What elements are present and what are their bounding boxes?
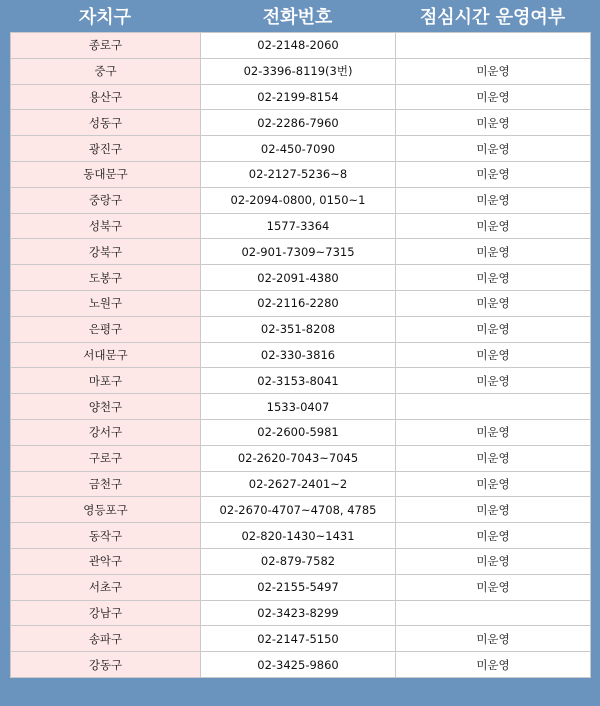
lunch-status-cell: 미운영 <box>396 497 591 523</box>
phone-cell: 02-3153-8041 <box>201 368 396 394</box>
district-cell: 송파구 <box>11 626 201 652</box>
table-row <box>11 574 591 600</box>
phone-cell: 02-2091-4380 <box>201 265 396 291</box>
table-row <box>11 239 591 265</box>
table-row <box>11 419 591 445</box>
table-row <box>11 548 591 574</box>
table-row <box>11 471 591 497</box>
district-cell: 서대문구 <box>11 342 201 368</box>
district-cell: 강동구 <box>11 652 201 678</box>
phone-cell: 02-450-7090 <box>201 136 396 162</box>
district-cell: 영등포구 <box>11 497 201 523</box>
phone-cell: 02-2127-5236~8 <box>201 161 396 187</box>
table-row <box>11 213 591 239</box>
district-cell: 강북구 <box>11 239 201 265</box>
lunch-status-cell: 미운영 <box>396 548 591 574</box>
lunch-status-cell: 미운영 <box>396 161 591 187</box>
table-row <box>11 33 591 59</box>
lunch-status-cell: 미운영 <box>396 316 591 342</box>
district-cell: 노원구 <box>11 290 201 316</box>
phone-cell: 02-2620-7043~7045 <box>201 445 396 471</box>
table-row <box>11 84 591 110</box>
phone-cell: 02-2600-5981 <box>201 419 396 445</box>
table-row <box>11 290 591 316</box>
table-row <box>11 265 591 291</box>
phone-cell: 02-330-3816 <box>201 342 396 368</box>
district-cell: 광진구 <box>11 136 201 162</box>
phone-cell: 02-2147-5150 <box>201 626 396 652</box>
lunch-status-cell: 미운영 <box>396 136 591 162</box>
table-row <box>11 600 591 626</box>
lunch-status-cell <box>396 33 591 59</box>
phone-cell: 02-3423-8299 <box>201 600 396 626</box>
district-cell: 동대문구 <box>11 161 201 187</box>
district-cell: 강서구 <box>11 419 201 445</box>
district-cell: 성동구 <box>11 110 201 136</box>
district-cell: 종로구 <box>11 33 201 59</box>
phone-cell: 02-3425-9860 <box>201 652 396 678</box>
table-row <box>11 316 591 342</box>
lunch-status-cell: 미운영 <box>396 471 591 497</box>
district-cell: 마포구 <box>11 368 201 394</box>
table-row <box>11 445 591 471</box>
lunch-status-cell: 미운영 <box>396 574 591 600</box>
phone-cell: 02-2670-4707~4708, 4785 <box>201 497 396 523</box>
lunch-status-cell: 미운영 <box>396 342 591 368</box>
table-row <box>11 497 591 523</box>
lunch-status-cell: 미운영 <box>396 265 591 291</box>
table-row <box>11 652 591 678</box>
district-cell: 금천구 <box>11 471 201 497</box>
phone-cell: 1577-3364 <box>201 213 396 239</box>
table-row <box>11 368 591 394</box>
table-row <box>11 110 591 136</box>
header-district: 자치구 <box>78 7 132 28</box>
header-lunch-status: 점심시간 운영여부 <box>419 7 566 28</box>
header-phone: 전화번호 <box>262 7 333 28</box>
phone-cell: 02-2199-8154 <box>201 84 396 110</box>
phone-cell: 02-879-7582 <box>201 548 396 574</box>
table-row <box>11 342 591 368</box>
phone-cell: 02-3396-8119(3번) <box>201 58 396 84</box>
phone-cell: 02-820-1430~1431 <box>201 523 396 549</box>
table-header <box>10 0 590 32</box>
lunch-status-cell: 미운영 <box>396 110 591 136</box>
lunch-status-cell: 미운영 <box>396 187 591 213</box>
table-row <box>11 136 591 162</box>
district-cell: 구로구 <box>11 445 201 471</box>
phone-cell: 1533-0407 <box>201 394 396 420</box>
district-cell: 용산구 <box>11 84 201 110</box>
lunch-status-cell: 미운영 <box>396 626 591 652</box>
district-cell: 은평구 <box>11 316 201 342</box>
district-cell: 중구 <box>11 58 201 84</box>
lunch-status-cell <box>396 600 591 626</box>
table-row <box>11 626 591 652</box>
lunch-status-cell: 미운영 <box>396 290 591 316</box>
table-row <box>11 187 591 213</box>
phone-cell: 02-2286-7960 <box>201 110 396 136</box>
district-cell: 중랑구 <box>11 187 201 213</box>
district-cell: 도봉구 <box>11 265 201 291</box>
lunch-status-cell: 미운영 <box>396 445 591 471</box>
district-cell: 양천구 <box>11 394 201 420</box>
lunch-status-cell: 미운영 <box>396 213 591 239</box>
district-cell: 성북구 <box>11 213 201 239</box>
table-row <box>11 58 591 84</box>
table-row <box>11 394 591 420</box>
phone-cell: 02-901-7309~7315 <box>201 239 396 265</box>
phone-cell: 02-2627-2401~2 <box>201 471 396 497</box>
lunch-status-cell <box>396 394 591 420</box>
lunch-status-cell: 미운영 <box>396 652 591 678</box>
lunch-status-cell: 미운영 <box>396 239 591 265</box>
phone-cell: 02-2148-2060 <box>201 33 396 59</box>
phone-cell: 02-2116-2280 <box>201 290 396 316</box>
lunch-status-cell: 미운영 <box>396 523 591 549</box>
lunch-status-cell: 미운영 <box>396 58 591 84</box>
lunch-status-cell: 미운영 <box>396 368 591 394</box>
district-cell: 강남구 <box>11 600 201 626</box>
phone-cell: 02-351-8208 <box>201 316 396 342</box>
lunch-status-cell: 미운영 <box>396 84 591 110</box>
phone-cell: 02-2155-5497 <box>201 574 396 600</box>
lunch-status-cell: 미운영 <box>396 419 591 445</box>
district-table <box>10 32 591 678</box>
district-cell: 서초구 <box>11 574 201 600</box>
district-cell: 동작구 <box>11 523 201 549</box>
district-phone-table-frame <box>10 0 590 706</box>
district-cell: 관악구 <box>11 548 201 574</box>
phone-cell: 02-2094-0800, 0150~1 <box>201 187 396 213</box>
table-row <box>11 523 591 549</box>
table-row <box>11 161 591 187</box>
